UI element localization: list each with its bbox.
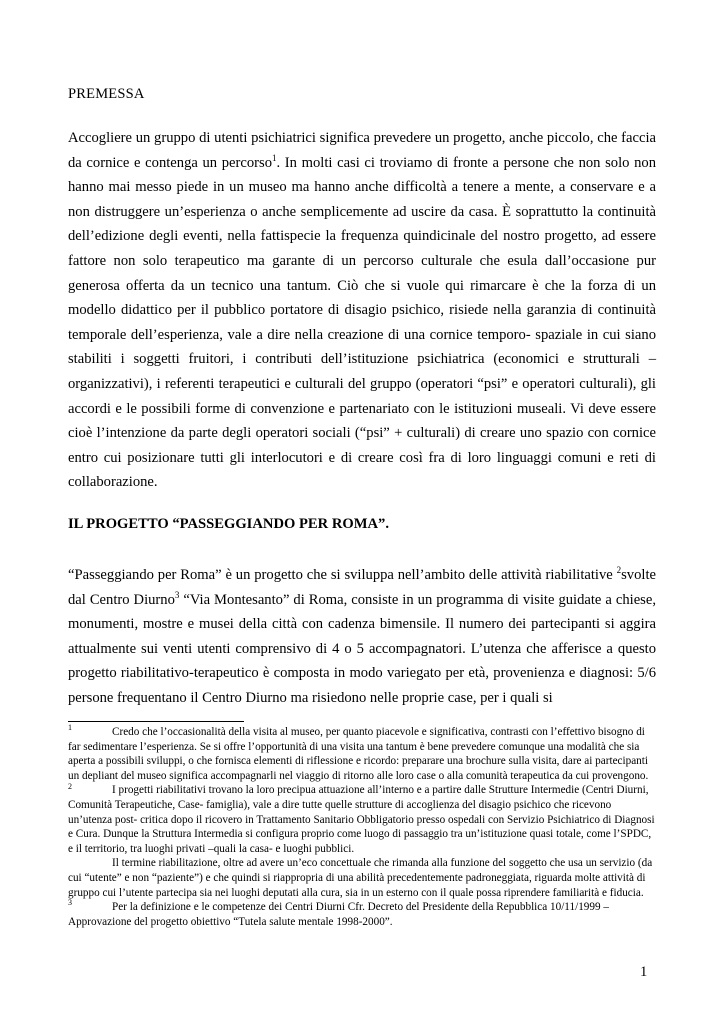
page-number: 1 <box>640 964 648 980</box>
footnote-separator <box>68 721 244 722</box>
intro-paragraph <box>68 126 656 495</box>
project-paragraph <box>68 563 656 711</box>
project-text-part1: “Passeggiando per Roma” è un progetto che si sviluppa nell’ambito delle attività riabilitative <box>68 567 617 583</box>
footnote-ref-1[interactable]: 1 <box>272 152 277 163</box>
project-text-part2: svolte dal Centro Diurno <box>68 567 656 608</box>
footnote-ref-3[interactable]: 3 <box>174 589 180 600</box>
section-heading: IL PROGETTO “PASSEGGIANDO PER ROMA”. <box>68 516 389 532</box>
project-text-part3: “Via Montesanto” di Roma, consiste in un programma di visite guidate a chiese, monumenti, mostre e musei della città con cadenza bimensile. Il numero dei partecipanti si aggira attualmente sui venti utenti comprensivo di 4 o 5 accompagnatori. L’utenza che afferisce a questo progetto riabilitativo-terapeutico è composta in modo variegato per età, provenienza e diagnosi: 5/6 persone frequentano il Centro Diurno ma risiedono nelle proprie case, per i quali si <box>68 591 656 706</box>
footnote-text: Credo che l’occasionalità della visita al museo, per quanto piacevole e significativa, contrasti con l’effettivo bisogno di far sedimentare l’esperienza. Se si offre l’opportunità di una visita una tantum è bene prevedere comunque una modalità che sia aperta a possibili sviluppi, o che fornisca elementi di riflessione e ricordo: preparare una brochure sulla visita, dare ai partecipanti un depliant del museo significa accompagnarli nel viaggio di ritorno alle loro case o alla comunità terapeutica da cui provengono. <box>68 726 649 782</box>
footnote-ref-2[interactable]: 2 <box>616 565 622 576</box>
footnote-2: 2 I progetti riabilitativi trovano la loro precipua attuazione all’interno e a partire dalle Strutture Intermedie (Centri Diurni, Comunità Terapeutiche, Case- famiglia), vale a dire tutte quelle strutture di accoglienza del disagio psichico che ricevono un’utenza post- critica dopo il ricovero in Trattamento Sanitario Obbligatorio presso ospedali con Servizio Psichiatrico di Diagnosi e Cura. Dunque la Struttura Intermedia si configura proprio come luogo di passaggio tra un’istituzione quasi totale, come l’SPDC, e il territorio, tra luoghi privati –quali la casa- e luoghi pubblici. <box>68 781 655 855</box>
footnote-text: Per la definizione e le competenze dei Centri Diurni Cfr. Decreto del Presidente della Repubblica 10/11/1999 – Approvazione del progetto obiettivo “Tutela salute mentale 1998-2000”. <box>68 901 609 928</box>
footnote-3: 3 Per la definizione e le competenze dei Centri Diurni Cfr. Decreto del Presidente della Repubblica 10/11/1999 – Approvazione del progetto obiettivo “Tutela salute mentale 1998-2000”. <box>68 898 609 928</box>
page-heading: PREMESSA <box>68 86 145 102</box>
intro-text-part1: Accogliere un gruppo di utenti psichiatrici significa prevedere un progetto, anche piccolo, che faccia da cornice e contenga un percorso <box>68 130 656 171</box>
footnote-text: I progetti riabilitativi trovano la loro precipua attuazione all’interno e a partire dalle Strutture Intermedie (Centri Diurni, Comunità Terapeutiche, Case- famiglia), vale a dire tutte quelle strutture di accoglienza del disagio psichico che ricevono un’utenza post- critica dopo il ricovero in Trattamento Sanitario Obbligatorio presso ospedali con Servizio Psichiatrico di Diagnosi e Cura. Dunque la Struttura Intermedia si configura proprio come luogo di passaggio tra un’istituzione quasi totale, come l’SPDC, e il territorio, tra luoghi privati –quali la casa- e luoghi pubblici. <box>68 784 655 855</box>
intro-text-part2: . In molti casi ci troviamo di fronte a persone che non solo non hanno mai messo piede in un museo ma hanno anche difficoltà a tenere a mente, a conservare e a non distruggere un’esperienza o anche semplicemente ad uscire da casa. È soprattutto la continuità dell’edizione degli eventi, nella fattispecie la frequenza quindicinale del nostro progetto, ad essere fattore non solo terapeutico ma garante di un percorso culturale che esula dall’occasione pur generosa offerta da un tecnico una tantum. Ciò che si vuole qui rimarcare è che la forza di un modello didattico per il pubblico portatore di disagio psichico, risiede nella garanzia di continuità temporale dell’esperienza, vale a dire nella creazione di una cornice temporo- spaziale in cui siano stabiliti i soggetti fruitori, i contributi dell’istituzione psichiatrica (economici e strutturali – organizzativi), i referenti terapeutici e culturali del gruppo (operatori “psi” e operatori culturali), gli accordi e le possibili forme di convenzione e partenariato con le istituzioni museali. Vi deve essere cioè l’intenzione da parte degli operatori sociali (“psi” + culturali) di creare uno spazio con cornice entro cui posizionare tutti gli interlocutori e di creare così fra di loro linguaggi comuni e reti di collaborazione. <box>68 154 656 491</box>
footnote-text: Il termine riabilitazione, oltre ad avere un’eco concettuale che rimanda alla funzione del soggetto che usa un servizio (da cui “utente” e non “paziente”) e che quindi si riappropria di una abilità precedentemente padroneggiata, riguarda molte attività di gruppo cui l’utente partecipa sia nei luoghi deputati alla cura, sia in un esterno con il quale possa riprendere familiarità e fiducia. <box>68 857 653 899</box>
footnote-1: 1 Credo che l’occasionalità della visita al museo, per quanto piacevole e significativa, contrasti con l’effettivo bisogno di far sedimentare l’esperienza. Se si offre l’opportunità di una visita una tantum è bene prevedere comunque una modalità che sia aperta a possibili sviluppi, o che fornisca elementi di riflessione e ricordo: preparare una brochure sulla visita, dare ai partecipanti un depliant del museo significa accompagnarli nel viaggio di ritorno alle loro case o alla comunità terapeutica da cui provengono. <box>68 723 649 782</box>
footnotes <box>68 725 656 929</box>
footnote-2-continued <box>68 856 656 900</box>
